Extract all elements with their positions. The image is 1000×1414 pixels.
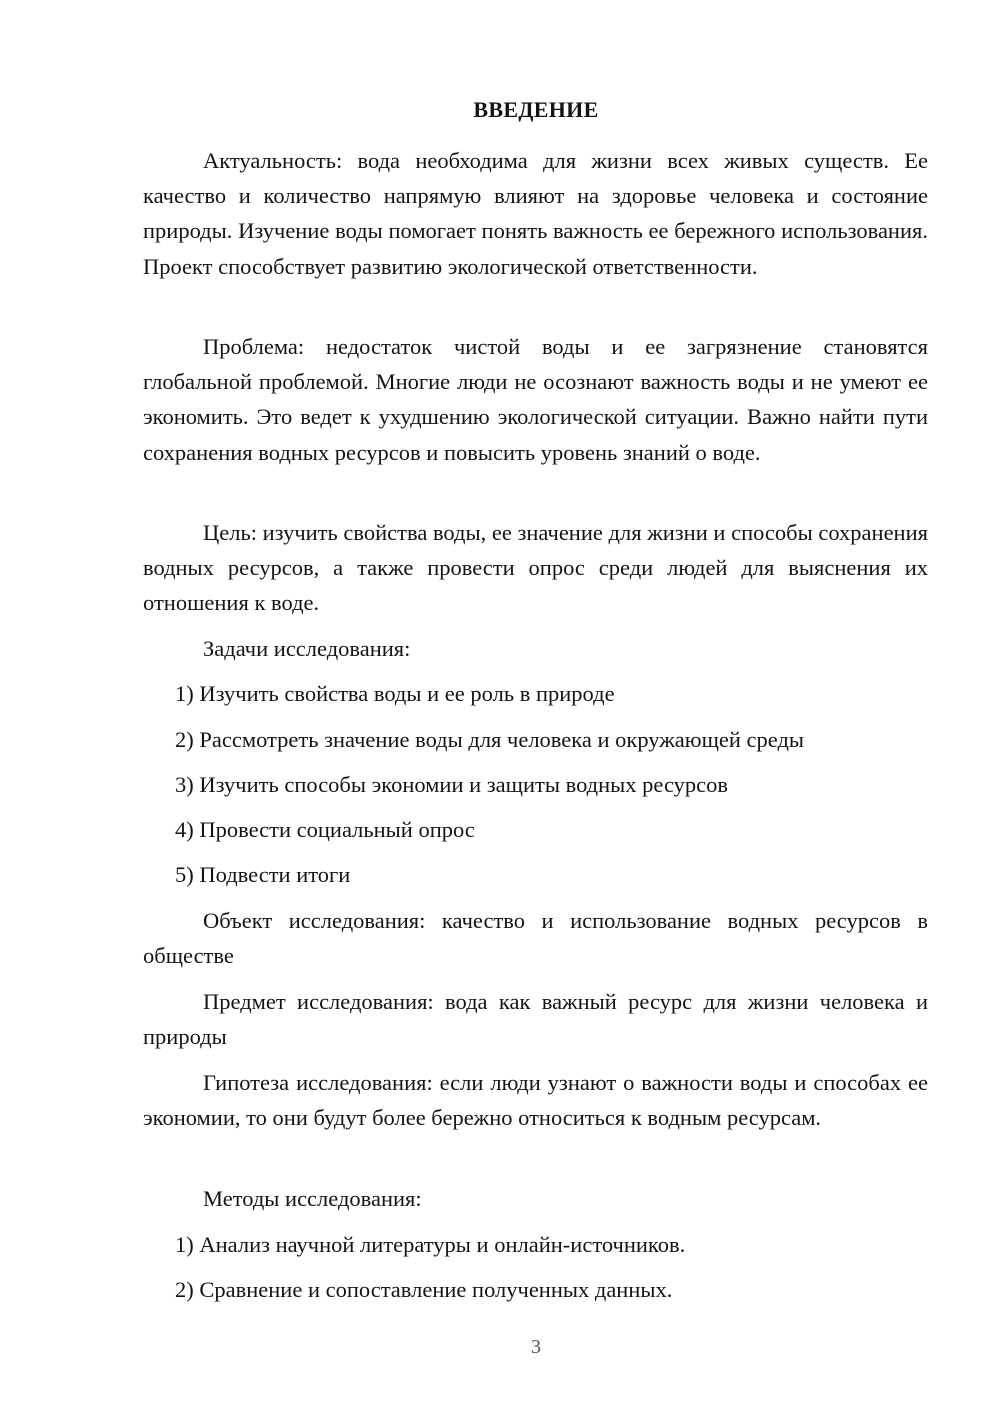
method-item: 1) Анализ научной литературы и онлайн-источников. bbox=[175, 1232, 686, 1257]
relevance-paragraph: Актуальность: вода необходима для жизни всех живых существ. Ее качество и количество напрямую влияют на здоровье человека и состояние природы. Изучение воды помогает понять важность ее бережного использования. Проект способствует развитию экологической ответственности. bbox=[143, 148, 928, 279]
task-item: 5) Подвести итоги bbox=[175, 862, 351, 887]
task-item: 3) Изучить способы экономии и защиты водных ресурсов bbox=[175, 772, 729, 797]
page-title: ВВЕДЕНИЕ bbox=[473, 97, 599, 122]
subject-paragraph: Предмет исследования: вода как важный ресурс для жизни человека и природы bbox=[143, 989, 928, 1050]
task-item: 2) Рассмотреть значение воды для человека и окружающей среды bbox=[175, 727, 805, 752]
goal-paragraph: Цель: изучить свойства воды, ее значение для жизни и способы сохранения водных ресурсов, а также провести опрос среди людей для выяснения их отношения к воде. bbox=[143, 520, 928, 616]
task-item: 1) Изучить свойства воды и ее роль в природе bbox=[175, 681, 615, 706]
methods-heading: Методы исследования: bbox=[203, 1186, 422, 1211]
tasks-heading: Задачи исследования: bbox=[203, 636, 411, 661]
page-number: 3 bbox=[531, 1336, 541, 1358]
method-item: 2) Сравнение и сопоставление полученных данных. bbox=[175, 1277, 673, 1302]
hypothesis-paragraph: Гипотеза исследования: если люди узнают о важности воды и способах ее экономии, то они будут более бережно относиться к водным ресурсам. bbox=[143, 1070, 928, 1131]
problem-paragraph: Проблема: недостаток чистой воды и ее загрязнение становятся глобальной проблемой. Многие люди не осознают важность воды и не умеют ее экономить. Это ведет к ухудшению экологической ситуации. Важно найти пути сохранения водных ресурсов и повысить уровень знаний о воде. bbox=[143, 334, 928, 465]
object-paragraph: Объект исследования: качество и использование водных ресурсов в обществе bbox=[143, 908, 928, 969]
task-item: 4) Провести социальный опрос bbox=[175, 817, 475, 842]
